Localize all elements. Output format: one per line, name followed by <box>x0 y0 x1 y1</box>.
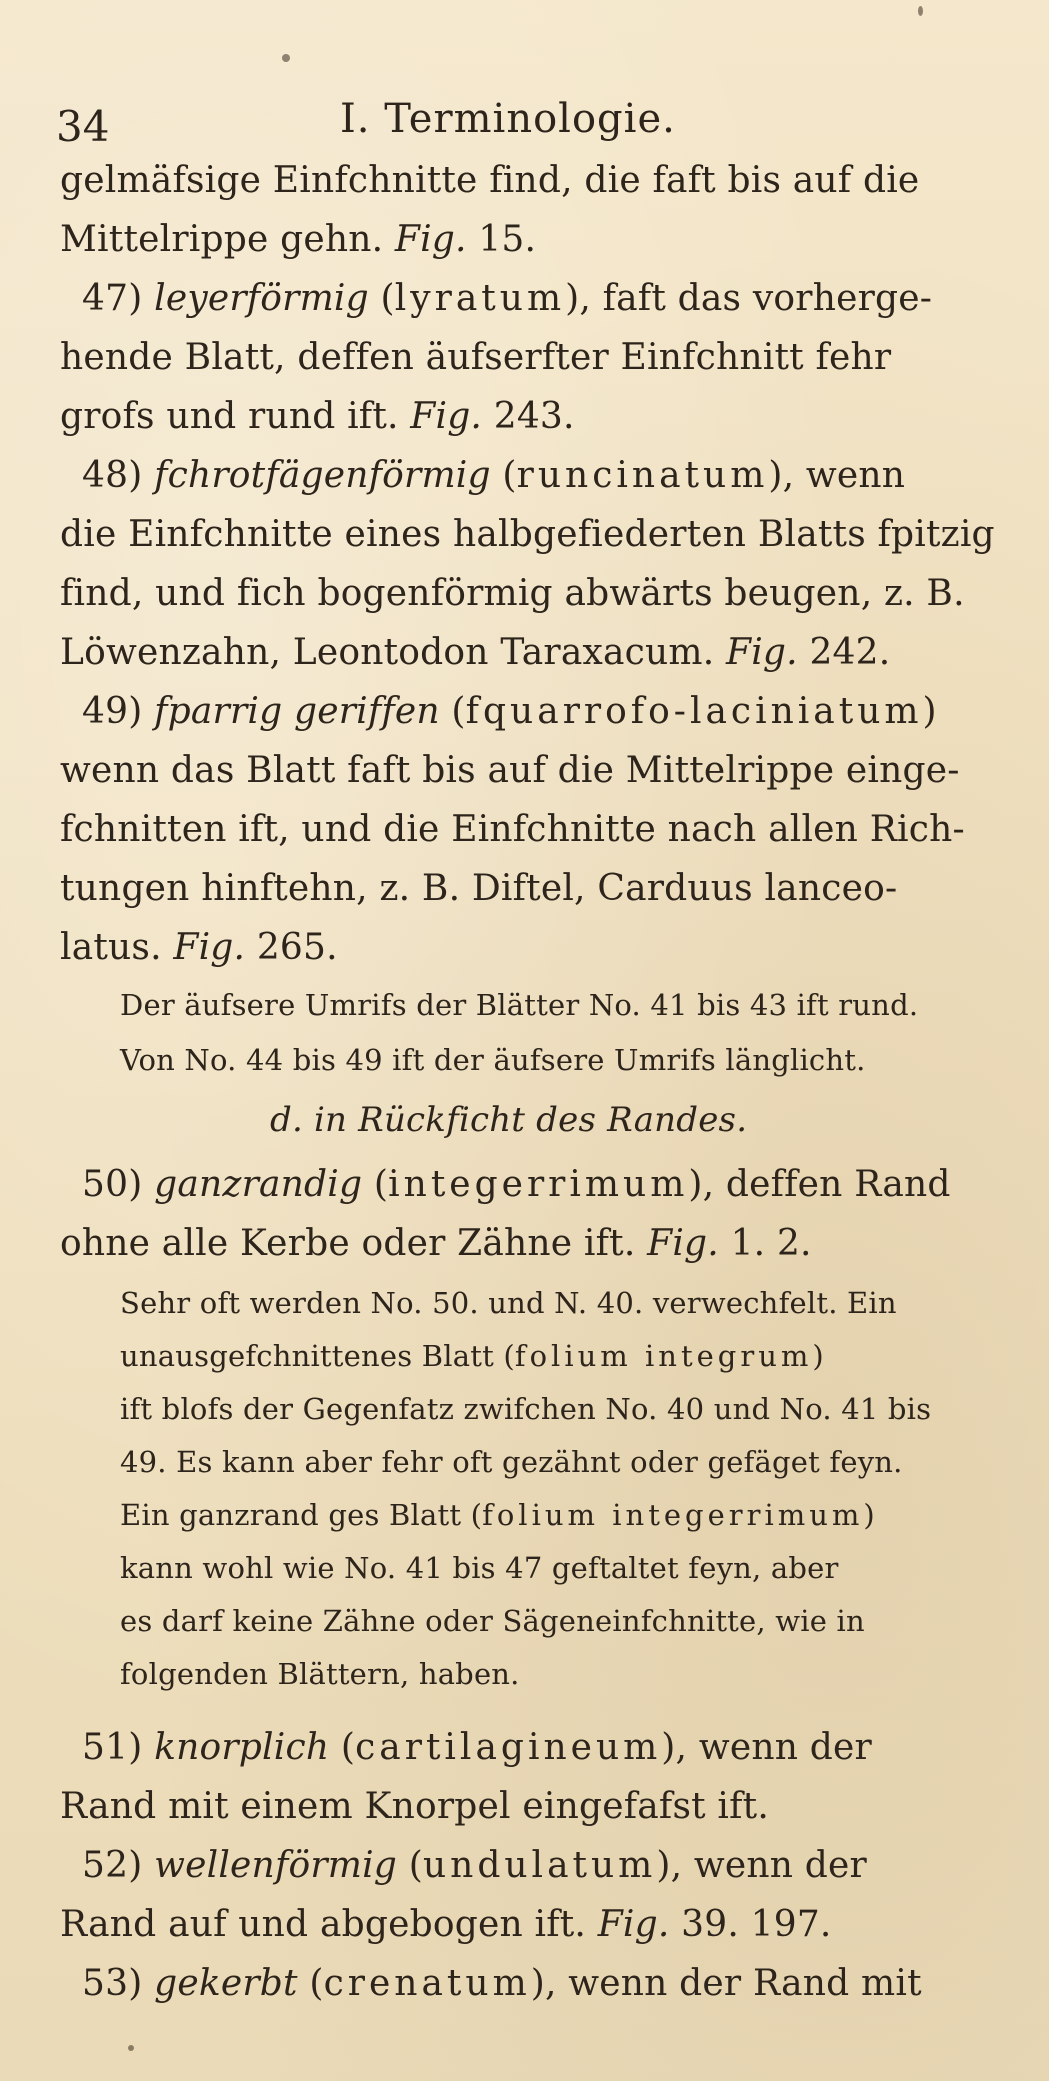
text-line <box>60 1786 769 1827</box>
text-line <box>60 632 890 673</box>
figure-ref: Fig. <box>173 927 246 968</box>
line-text: ( <box>362 1164 389 1205</box>
text-line <box>60 514 995 555</box>
term-latin: runcinatum <box>516 455 769 496</box>
text-line <box>60 809 965 850</box>
note-line <box>120 1043 866 1077</box>
text-line <box>82 1164 951 1205</box>
line-text: ohne alle Kerbe oder Zähne ift. <box>60 1223 648 1264</box>
term-latin: lyratum <box>394 278 566 319</box>
term-latin: folium integerrimum <box>482 1498 864 1532</box>
ink-speck <box>128 2045 134 2051</box>
term-latin: integerrimum <box>388 1164 689 1205</box>
figure-ref: Fig. <box>394 219 467 260</box>
figure-ref: Fig. <box>726 632 798 673</box>
line-text: ), wenn der <box>656 1845 867 1886</box>
line-text: Rand mit einem Knorpel eingefafst ift. <box>60 1786 769 1827</box>
line-text: ), deffen Rand <box>688 1164 951 1205</box>
text-line <box>82 455 905 496</box>
note-line <box>120 1339 824 1373</box>
item-number: 52) <box>82 1845 155 1886</box>
text-line <box>82 1845 867 1886</box>
line-text: ), wenn <box>768 455 906 496</box>
item-number: 49) <box>82 691 155 732</box>
line-text: gelmäfsige Einfchnitte find, die faft bis auf die <box>60 160 920 201</box>
line-text: tungen hinftehn, z. B. Diftel, Carduus lanceo- <box>60 868 898 909</box>
line-text: 49. Es kann aber fehr oft gezähnt oder gefäget feyn. <box>120 1445 903 1479</box>
text-line <box>60 1223 812 1264</box>
term-latin: folium integrum <box>514 1339 813 1373</box>
figure-ref: Fig. <box>647 1223 719 1264</box>
line-text: ( <box>329 1727 356 1768</box>
text-line <box>60 750 960 791</box>
text-line <box>60 219 536 260</box>
line-text: grofs und rund ift. <box>60 396 411 437</box>
line-text: 15. <box>466 219 537 260</box>
text-line <box>82 691 937 732</box>
text-line <box>82 278 932 319</box>
line-text: wenn das Blatt faft bis auf die Mittelrippe einge- <box>60 750 960 791</box>
term-german: ganzrandig <box>154 1164 363 1205</box>
item-number: 51) <box>82 1727 155 1768</box>
line-text: Ein ganzrand ges Blatt ( <box>120 1498 483 1532</box>
note-line <box>120 1392 931 1426</box>
line-text: 242. <box>797 632 891 673</box>
line-text: ) <box>922 691 937 732</box>
ink-speck <box>282 54 290 62</box>
note-line <box>120 1445 903 1479</box>
text-line <box>82 1963 922 2004</box>
line-text: folgenden Blättern, haben. <box>120 1657 520 1691</box>
line-text: ) <box>812 1339 824 1373</box>
item-number: 48) <box>82 455 155 496</box>
figure-ref: Fig. <box>597 1904 670 1945</box>
line-text: hende Blatt, deffen äufserfter Einfchnitt fehr <box>60 337 892 378</box>
ink-speck <box>918 6 923 16</box>
text-line <box>60 573 965 614</box>
line-text: Löwenzahn, Leontodon Taraxacum. <box>60 632 727 673</box>
figure-ref: Fig. <box>410 396 483 437</box>
text-line <box>60 868 897 909</box>
section-heading <box>270 1100 747 1140</box>
line-text: unausgefchnittenes Blatt ( <box>120 1339 515 1373</box>
note-line <box>120 1604 865 1638</box>
line-text: ), wenn der <box>661 1727 872 1768</box>
line-text: Mittelrippe gehn. <box>60 219 395 260</box>
line-text: Der äufsere Umrifs der Blätter No. 41 bis 43 ift rund. <box>120 988 919 1022</box>
line-text: Von No. 44 bis 49 ift der äufsere Umrifs länglicht. <box>120 1043 866 1077</box>
text-line <box>60 927 338 968</box>
text-line <box>60 337 891 378</box>
term-latin: cartilagineum <box>355 1727 662 1768</box>
text-line <box>60 160 919 201</box>
line-text: ) <box>863 1498 875 1532</box>
line-text: ( <box>397 1845 423 1886</box>
item-number: 53) <box>82 1963 155 2004</box>
running-head: I. Terminologie. <box>340 96 676 142</box>
note-line <box>120 1498 875 1532</box>
line-text: ( <box>297 1963 324 2004</box>
line-text: find, und fich bogenförmig abwärts beugen, z. B. <box>60 573 965 614</box>
line-text: ), faft das vorherge- <box>565 278 933 319</box>
line-text: ( <box>490 455 517 496</box>
line-text: ( <box>368 278 395 319</box>
term-latin: undulatum <box>422 1845 657 1886</box>
line-text: latus. <box>60 927 174 968</box>
line-text: 1. 2. <box>718 1223 812 1264</box>
note-line <box>120 1657 520 1691</box>
line-text: d. in Rückficht des Randes. <box>270 1100 748 1140</box>
item-number: 47) <box>82 278 155 319</box>
term-german: fchrotfägenförmig <box>154 455 491 496</box>
line-text: Sehr oft werden No. 50. und N. 40. verwechfelt. Ein <box>120 1286 897 1320</box>
line-text: ), wenn der Rand mit <box>530 1963 922 2004</box>
term-latin: crenatum <box>323 1963 531 2004</box>
item-number: 50) <box>82 1164 155 1205</box>
term-german: fparrig geriffen <box>154 691 440 732</box>
line-text: fchnitten ift, und die Einfchnitte nach allen Rich- <box>60 809 965 850</box>
note-line <box>120 1286 897 1320</box>
page-number: 34 <box>56 102 110 151</box>
text-line <box>82 1727 872 1768</box>
line-text: die Einfchnitte eines halbgefiederten Blatts fpitzig <box>60 514 995 555</box>
text-line <box>60 396 575 437</box>
term-german: gekerbt <box>154 1963 298 2004</box>
note-line <box>120 1551 839 1585</box>
line-text: kann wohl wie No. 41 bis 47 geftaltet feyn, aber <box>120 1551 839 1585</box>
line-text: es darf keine Zähne oder Sägeneinfchnitte, wie in <box>120 1604 865 1638</box>
line-text: 265. <box>245 927 338 968</box>
term-german: leyerförmig <box>154 278 369 319</box>
line-text: ( <box>439 691 466 732</box>
line-text: 39. 197. <box>669 1904 832 1945</box>
line-text: Rand auf und abgebogen ift. <box>60 1904 598 1945</box>
line-text: 243. <box>482 396 575 437</box>
term-latin: fquarrofo-laciniatum <box>465 691 923 732</box>
text-line <box>60 1904 832 1945</box>
term-german: wellenförmig <box>154 1845 398 1886</box>
line-text: ift blofs der Gegenfatz zwifchen No. 40 und No. 41 bis <box>120 1392 932 1426</box>
note-line <box>120 988 918 1022</box>
term-german: knorplich <box>154 1727 330 1768</box>
